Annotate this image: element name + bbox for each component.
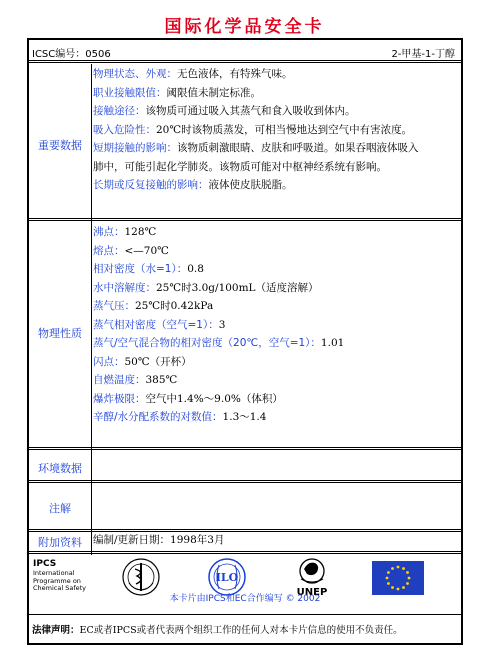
property-key: 长期或反复接触的影响：	[93, 179, 209, 191]
property-value: <—70℃	[124, 244, 169, 257]
page-title: 国际化学品安全卡	[164, 17, 325, 37]
property-value: 385℃	[145, 374, 178, 386]
property-value: 25℃时0.42kPa	[135, 300, 214, 312]
divider	[29, 551, 461, 554]
property-value: 无色液体，有特殊气味。	[177, 68, 293, 80]
property-key: 职业接触限值：	[93, 86, 167, 99]
svg-text:UNEP: UNEP	[296, 587, 328, 598]
property-line	[93, 316, 459, 335]
property-line	[93, 353, 459, 372]
eu-star-icon	[387, 571, 390, 574]
property-line	[93, 121, 459, 140]
property-value: 0.8	[187, 263, 204, 275]
property-value: 肺中，可能引起化学肺炎。该物质可能对中枢神经系统有影响。	[93, 160, 387, 173]
property-key: 蒸气相对密度（空气=1）：	[93, 318, 219, 331]
eu-star-icon	[397, 588, 400, 591]
credit-line: 本卡片由IPCS和EC合作编写 © 2002	[169, 594, 321, 604]
property-key: 水中溶解度：	[93, 281, 156, 294]
property-key: 沸点：	[93, 226, 125, 238]
property-line	[93, 158, 459, 177]
chemical-name: 2-甲基-1-丁醇	[391, 49, 455, 60]
icsc-number: ICSC编号：0506	[32, 49, 111, 60]
important-data-label: 重要数据	[38, 139, 82, 152]
property-key: 熔点：	[93, 244, 125, 257]
eu-star-icon	[386, 577, 389, 580]
ipcs-logo: IPCS International Programme on Chemical Safety	[33, 559, 87, 592]
property-key: 物理状态、外观：	[93, 68, 177, 80]
svg-text:ILO: ILO	[215, 571, 239, 584]
divider	[29, 480, 461, 483]
additional-info-value: 编制/更新日期：1998年3月	[93, 534, 225, 546]
physical-properties-label: 物理性质	[38, 327, 82, 340]
environment-data-label: 环境数据	[38, 462, 82, 475]
property-key: 辛醇/水分配系数的对数值：	[93, 411, 223, 423]
divider	[29, 218, 461, 221]
property-value: 128℃	[124, 226, 157, 238]
additional-info-label: 附加资料	[38, 536, 82, 549]
divider	[29, 60, 461, 63]
property-value: 25℃时3.0g/100mL（适度溶解）	[156, 281, 319, 294]
property-line	[93, 390, 459, 409]
property-line	[93, 408, 459, 427]
eu-flag-icon	[372, 561, 424, 595]
property-value: 1.3～1.4	[222, 411, 267, 423]
property-value: 空气中1.4%～9.0%（体积）	[145, 392, 283, 405]
eu-star-icon	[387, 582, 390, 585]
property-key: 自燃温度：	[93, 374, 146, 386]
divider	[29, 447, 461, 450]
property-line	[93, 102, 459, 121]
property-key: 蒸气压：	[93, 300, 135, 312]
property-value: 20℃时该物质蒸发，可相当慢地达到空气中有害浓度。	[156, 123, 413, 136]
property-value: 该物质可通过吸入其蒸气和食入吸收到体内。	[145, 105, 356, 117]
eu-star-icon	[402, 567, 405, 570]
property-line	[93, 242, 459, 261]
property-line	[93, 223, 459, 242]
property-value: 50℃（开杯）	[124, 355, 192, 368]
eu-star-icon	[397, 566, 400, 569]
property-line	[93, 84, 459, 103]
chemical-safety-card	[27, 38, 463, 645]
property-key: 短期接触的影响：	[93, 142, 177, 154]
eu-star-icon	[402, 586, 405, 589]
property-line	[93, 371, 459, 390]
logo-bar	[29, 555, 461, 617]
notes-label: 注解	[49, 502, 71, 515]
eu-star-icon	[406, 582, 409, 585]
property-key: 闪点：	[93, 355, 125, 368]
property-line	[93, 139, 459, 158]
property-key: 相对密度（水=1）：	[93, 263, 188, 275]
property-value: 液体使皮肤脱脂。	[208, 179, 293, 191]
property-line	[93, 279, 459, 298]
property-key: 接触途径：	[93, 105, 146, 117]
property-value: 3	[218, 318, 226, 331]
eu-star-icon	[406, 571, 409, 574]
property-value: 阈限值未制定标准。	[166, 86, 261, 99]
property-line	[93, 297, 459, 316]
property-key: 爆炸极限：	[93, 392, 146, 405]
physical-properties-content	[93, 223, 459, 427]
property-key: 吸入危险性：	[93, 123, 156, 136]
property-line	[93, 176, 459, 195]
divider	[29, 614, 461, 615]
legal-disclaimer: 法律声明：EC或者IPCS或者代表两个组织工作的任何人对本卡片信息的使用不负责任。	[32, 625, 403, 636]
eu-star-icon	[391, 567, 394, 570]
property-line	[93, 260, 459, 279]
property-value: 1.01	[320, 337, 345, 349]
eu-star-icon	[391, 586, 394, 589]
property-line	[93, 65, 459, 84]
property-value: 该物质刺激眼睛、皮肤和呼吸道。如果吞咽液体吸入	[177, 142, 419, 154]
eu-star-icon	[408, 577, 411, 580]
important-data-content	[93, 65, 459, 195]
property-line	[93, 334, 459, 353]
property-key: 蒸气/空气混合物的相对密度（20℃，空气=1）：	[93, 337, 321, 349]
